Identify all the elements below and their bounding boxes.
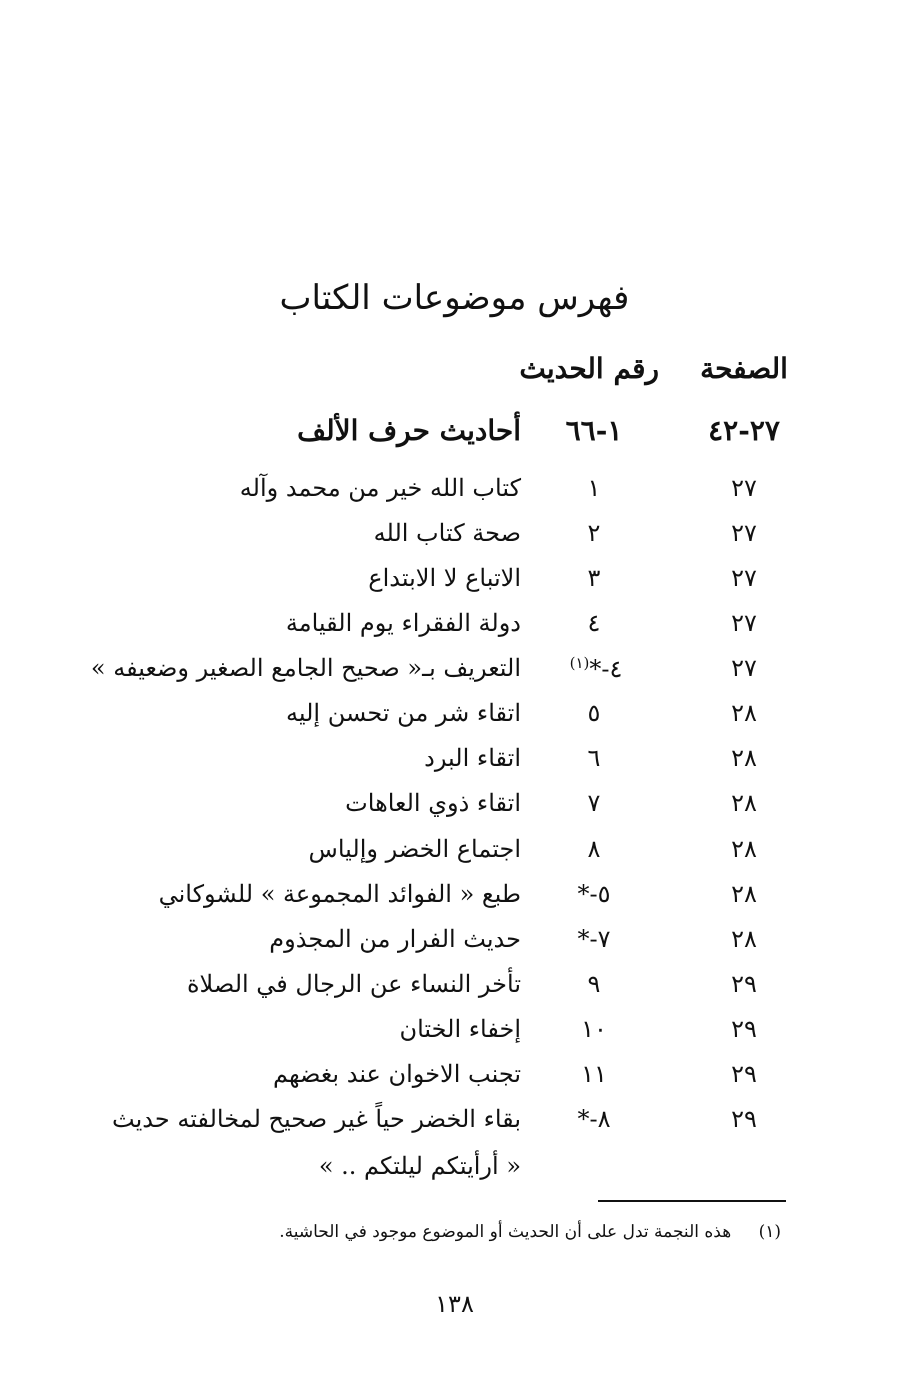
row-page: ٢٨ (731, 880, 757, 908)
header-page: الصفحة (700, 352, 788, 385)
row-topic: طبع « الفوائد المجموعة » للشوكاني (158, 880, 521, 908)
row-topic: اجتماع الخضر وإلياس (308, 835, 521, 863)
row-page: ٢٧ (731, 519, 757, 547)
row-page: ٢٩ (731, 970, 757, 998)
footnote-mark: (١) (758, 1222, 781, 1242)
row-page: ٢٧ (731, 609, 757, 637)
row-topic: اتقاء ذوي العاهات (345, 789, 521, 817)
section-title: أحاديث حرف الألف (297, 414, 521, 447)
page-number: ١٣٨ (435, 1290, 474, 1318)
row-topic: إخفاء الختان (399, 1015, 521, 1043)
row-hadith-number: ١٠ (581, 1015, 607, 1043)
row-hadith-number-with-note (529, 654, 659, 683)
footnote-text: هذه النجمة تدل على أن الحديث أو الموضوع موجود في الحاشية. (279, 1222, 732, 1242)
row-page: ٢٨ (731, 789, 757, 817)
row-hadith-number: ٨-* (577, 1105, 611, 1133)
page-title: فهرس موضوعات الكتاب (279, 278, 630, 318)
row-hadith-number: ٢ (587, 519, 601, 547)
row-topic: بقاء الخضر حياً غير صحيح لمخالفته حديث (112, 1105, 521, 1133)
row-page: ٢٨ (731, 744, 757, 772)
row-topic: كتاب الله خير من محمد وآله (239, 474, 521, 502)
row-topic: تجنب الاخوان عند بغضهم (272, 1060, 521, 1088)
footnote-reference: (١) (569, 654, 590, 672)
row-hadith-number: ١ (587, 474, 601, 502)
row-page: ٢٧ (731, 654, 757, 682)
row-page: ٢٧ (731, 474, 757, 502)
row-hadith-number: ٦ (587, 744, 601, 772)
row-topic: دولة الفقراء يوم القيامة (285, 609, 521, 637)
row-hadith-number: ٤ (587, 609, 601, 637)
row-hadith-number: ١١ (581, 1060, 607, 1088)
header-hadith-number: رقم الحديث (519, 352, 659, 385)
row-page: ٢٩ (731, 1015, 757, 1043)
row-topic: التعريف بـ« صحيح الجامع الصغير وضعيفه » (90, 654, 521, 682)
row-hadith-number: ٥-* (577, 880, 611, 908)
row-hadith-number: ٣ (587, 564, 601, 592)
row-hadith-number: ٨ (587, 835, 601, 863)
row-page: ٢٩ (731, 1060, 757, 1088)
row-hadith-number: ٥ (587, 699, 601, 727)
row-hadith-number: ٧-* (577, 925, 611, 953)
footnote-divider (598, 1200, 786, 1202)
row-topic: حديث الفرار من المجذوم (269, 925, 521, 953)
row-page: ٢٨ (731, 925, 757, 953)
row-topic-continuation: « أرأيتكم ليلتكم .. » (318, 1152, 521, 1180)
section-hadith-range: ١-٦٦ (565, 414, 623, 447)
row-topic: تأخر النساء عن الرجال في الصلاة (186, 970, 521, 998)
row-topic: الاتباع لا الابتداع (368, 564, 521, 592)
section-page-range: ٢٧-٤٢ (708, 414, 780, 447)
row-topic: صحة كتاب الله (373, 519, 521, 547)
footnote (279, 1222, 781, 1242)
row-topic: اتقاء شر من تحسن إليه (285, 699, 521, 727)
row-page: ٢٨ (731, 835, 757, 863)
row-topic: اتقاء البرد (424, 744, 521, 772)
row-hadith-number: ٧ (587, 789, 601, 817)
row-page: ٢٩ (731, 1105, 757, 1133)
row-page: ٢٧ (731, 564, 757, 592)
row-hadith-number: ٤-* (589, 655, 623, 683)
row-page: ٢٨ (731, 699, 757, 727)
row-hadith-number: ٩ (587, 970, 601, 998)
